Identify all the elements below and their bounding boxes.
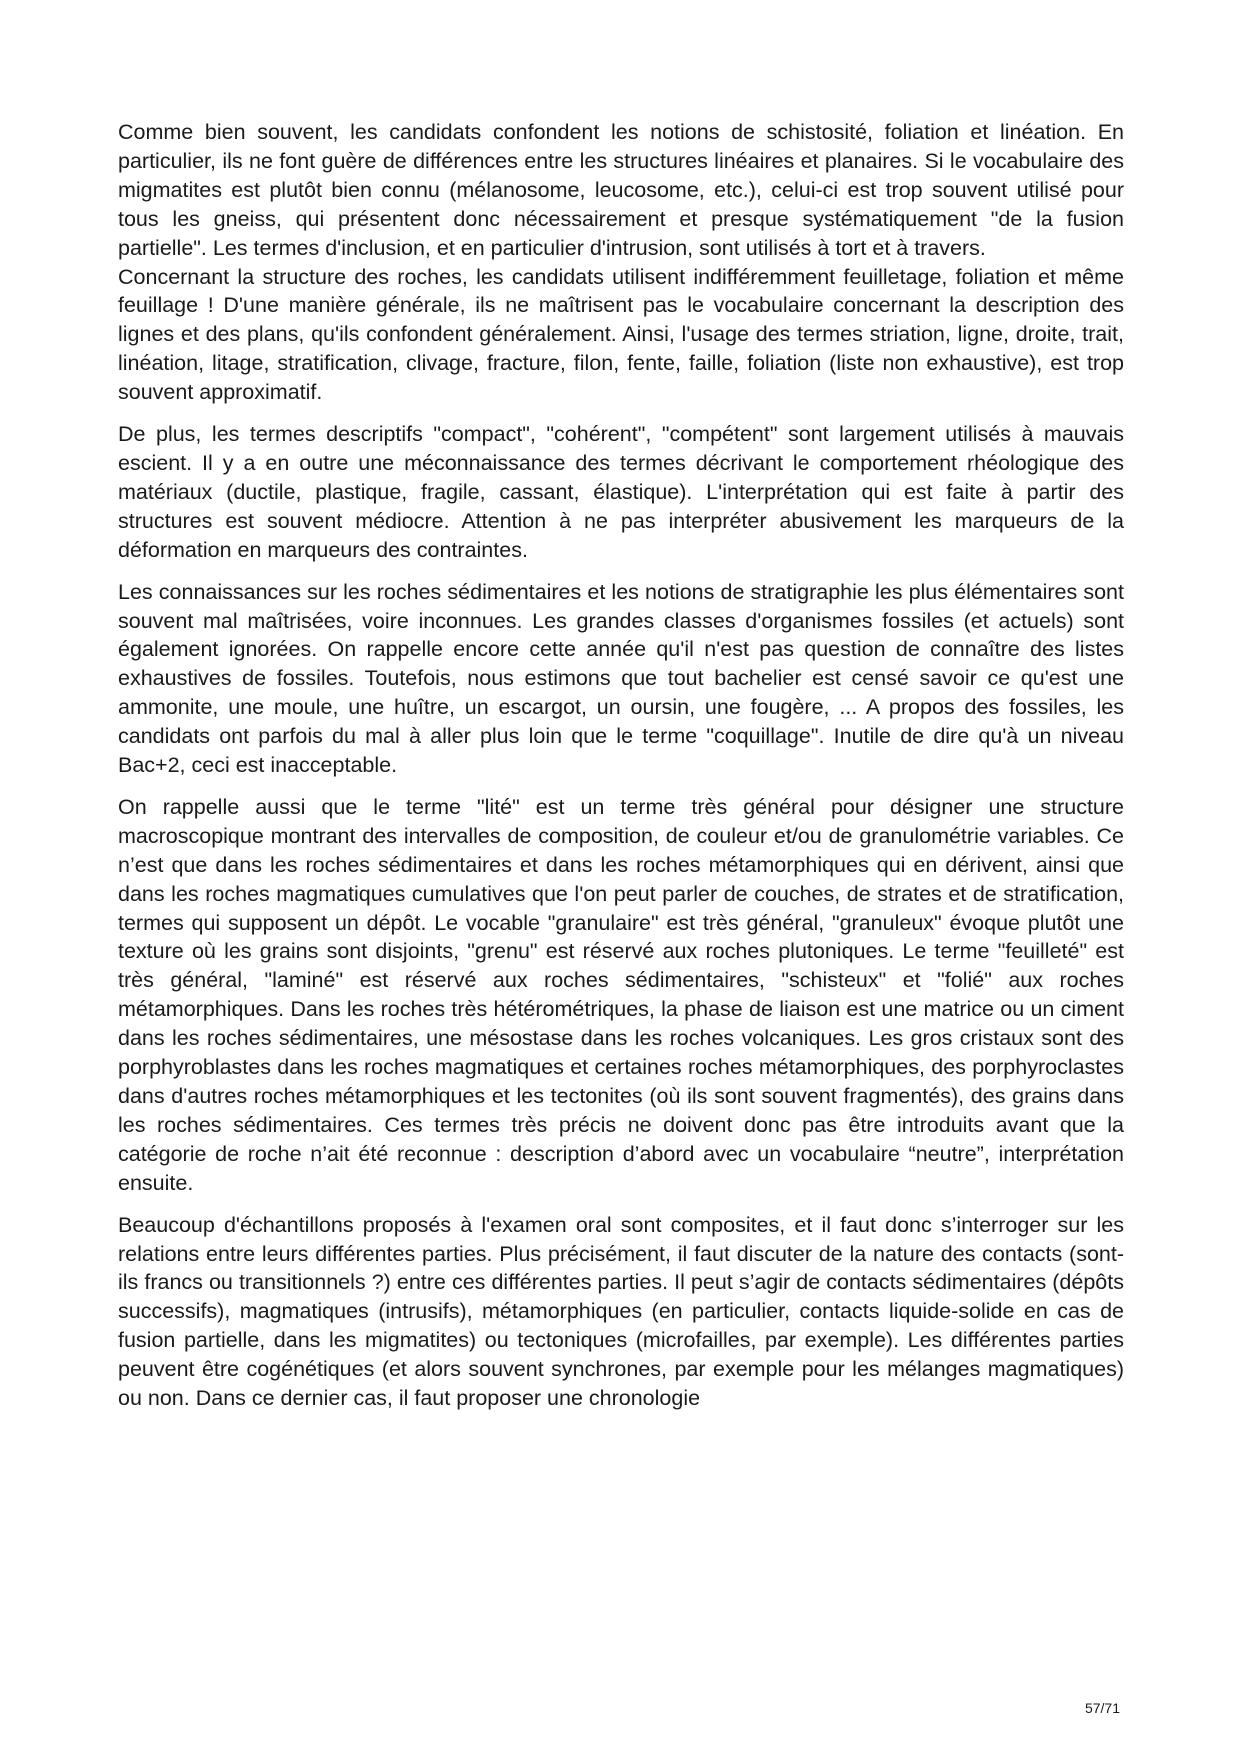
- paragraph-rock-structure: Concernant la structure des roches, les candidats utilisent indifféremment feuilletage, foliation et même feuillage ! D'une manière générale, ils ne maîtrisent pas le vocabulaire concernant la description des lignes et des plans, qu'ils confondent généralement. Ainsi, l'usage des termes striation, ligne, droite, trait, linéation, litage, stratification, clivage, fracture, filon, fente, faille, foliation (liste non exhaustive), est trop souvent approximatif.: [118, 264, 1124, 405]
- paragraph-vocabulary-schistosity: Comme bien souvent, les candidats confondent les notions de schistosité, foliation et linéation. En particulier, ils ne font guère de différences entre les structures linéaires et planaires. Si le vocabulaire des migmatites est plutôt bien connu (mélanosome, leucosome, etc.), celui-ci est trop souvent utilisé pour tous les gneiss, qui présentent donc nécessairement et presque systématiquement "de la fusion partielle". Les termes d'inclusion, et en particulier d'intrusion, sont utilisés à tort et à travers.: [118, 120, 1124, 260]
- page-number: 57/71: [1084, 1700, 1120, 1716]
- paragraph-sedimentary-rocks: Les connaissances sur les roches sédimentaires et les notions de stratigraphie les plus élémentaires sont souvent mal maîtrisées, voire inconnues. Les grandes classes d'organismes fossiles (et actuels) sont également ignorées. On rappelle encore cette année qu'il n'est pas question de connaître des listes exhaustives de fossiles. Toutefois, nous estimons que tout bachelier est censé savoir ce qu'est une ammonite, une moule, une huître, un escargot, un oursin, une fougère, ... A propos des fossiles, les candidats ont parfois du mal à aller plus loin que le terme "coquillage". Inutile de dire qu'à un niveau Bac+2, ceci est inacceptable.: [118, 579, 1124, 778]
- paragraph-descriptive-terms: De plus, les termes descriptifs "compact", "cohérent", "compétent" sont largement utilisés à mauvais escient. Il y a en outre une méconnaissance des termes décrivant le comportement rhéologique des matériaux (ductile, plastique, fragile, cassant, élastique). L'interprétation qui est faite à partir des structures est souvent médiocre. Attention à ne pas interpréter abusivement les marqueurs de la déformation en marqueurs des contraintes.: [118, 422, 1124, 562]
- page-body: [118, 118, 1124, 1413]
- paragraph-lite-term: On rappelle aussi que le terme "lité" est un terme très général pour désigner une structure macroscopique montrant des intervalles de composition, de couleur et/ou de granulométrie variables. Ce n’est que dans les roches sédimentaires et dans les roches métamorphiques qui en dérivent, ainsi que dans les roches magmatiques cumulatives que l'on peut parler de couches, de strates et de stratification, termes qui supposent un dépôt. Le vocable "granulaire" est très général, "granuleux" évoque plutôt une texture où les grains sont disjoints, "grenu" est réservé aux roches plutoniques. Le terme "feuilleté" est très général, "laminé" est réservé aux roches sédimentaires, "schisteux" et "folié" aux roches métamorphiques. Dans les roches très hétérométriques, la phase de liaison est une matrice ou un ciment dans les roches sédimentaires, une mésostase dans les roches volcaniques. Les gros cristaux sont des porphyroblastes dans les roches magmatiques et certaines roches métamorphiques, des porphyroclastes dans d'autres roches métamorphiques et les tectonites (où ils sont souvent fragmentés), des grains dans les roches sédimentaires. Ces termes très précis ne doivent donc pas être introduits avant que la catégorie de roche n’ait été reconnue : description d’abord avec un vocabulaire “neutre”, interprétation ensuite.: [118, 794, 1124, 1195]
- paragraph-composite-samples: Beaucoup d'échantillons proposés à l'examen oral sont composites, et il faut donc s’interroger sur les relations entre leurs différentes parties. Plus précisément, il faut discuter de la nature des contacts (sont-ils francs ou transitionnels ?) entre ces différentes parties. Il peut s’agir de contacts sédimentaires (dépôts successifs), magmatiques (intrusifs), métamorphiques (en particulier, contacts liquide-solide en cas de fusion partielle, dans les migmatites) ou tectoniques (microfailles, par exemple). Les différentes parties peuvent être cogénétiques (et alors souvent synchrones, par exemple pour les mélanges magmatiques) ou non. Dans ce dernier cas, il faut proposer une chronologie: [118, 1212, 1124, 1411]
